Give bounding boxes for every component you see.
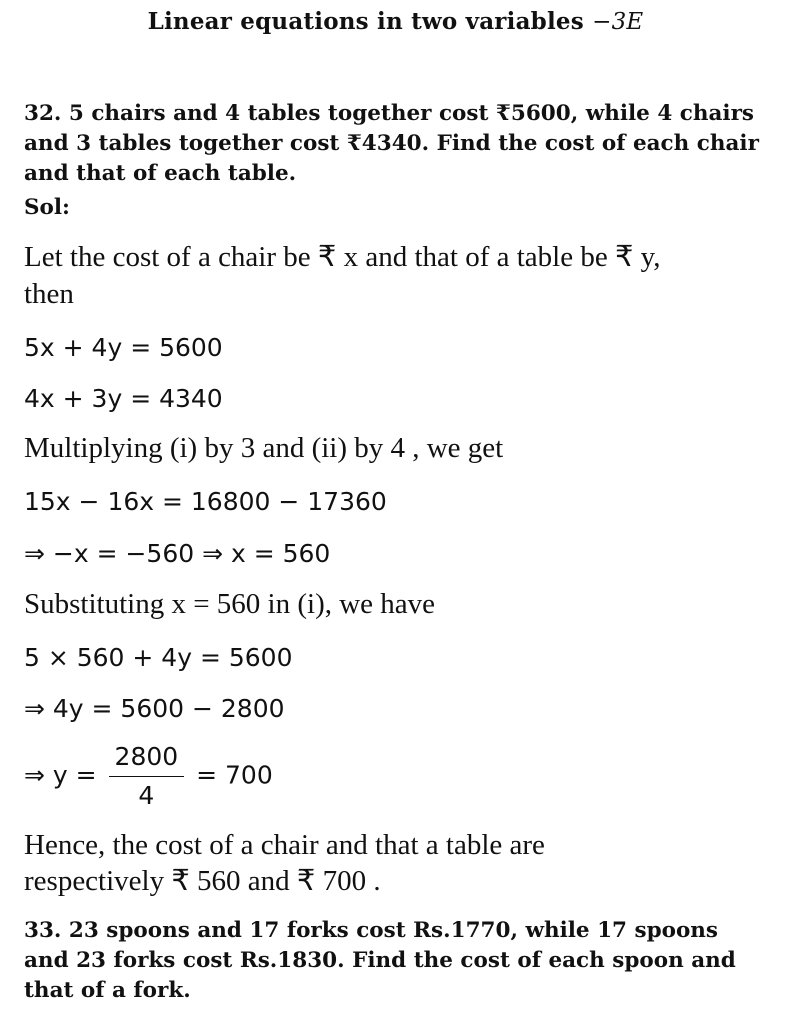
- step-2: ⇒ −x = −560 ⇒ x = 560: [24, 539, 331, 568]
- step-5: [24, 740, 273, 813]
- step-5-lhs: ⇒ y =: [24, 760, 97, 790]
- conclusion-line-1: Hence, the cost of a chair and that a table are: [24, 829, 545, 861]
- fraction-numerator: 2800: [109, 740, 185, 777]
- step-3: 5 × 560 + 4y = 5600: [24, 643, 293, 672]
- title-suffix: −3E: [592, 9, 644, 35]
- page-title: [0, 8, 791, 35]
- equation-1: 5x + 4y = 5600: [24, 333, 223, 362]
- question-33: 33. 23 spoons and 17 forks cost Rs.1770, while 17 spoons and 23 forks cost Rs.1830. Find the cost of each spoon and that of a fork.: [24, 918, 736, 1003]
- step-4: ⇒ 4y = 5600 − 2800: [24, 694, 285, 723]
- conclusion-line-2: respectively ₹ 560 and ₹ 700 .: [24, 865, 381, 897]
- step-1: 15x − 16x = 16800 − 17360: [24, 487, 387, 516]
- step-5-rhs: = 700: [196, 760, 273, 790]
- question-32: 32. 5 chairs and 4 tables together cost ₹5600, while 4 chairs and 3 tables together cost ₹4340. Find the cost of each chair and that of each table.: [24, 101, 759, 186]
- let-line-2: then: [24, 278, 74, 310]
- fraction-denominator: 4: [138, 781, 155, 810]
- let-line-1: Let the cost of a chair be ₹ x and that of a table be ₹ y,: [24, 241, 661, 273]
- multiply-step: Multiplying (i) by 3 and (ii) by 4 , we get: [24, 432, 504, 464]
- equation-2: 4x + 3y = 4340: [24, 384, 223, 413]
- solution-label: Sol:: [24, 195, 70, 220]
- title-text: Linear equations in two variables: [147, 8, 584, 35]
- substitute-step: Substituting x = 560 in (i), we have: [24, 588, 436, 620]
- fraction: [109, 740, 185, 813]
